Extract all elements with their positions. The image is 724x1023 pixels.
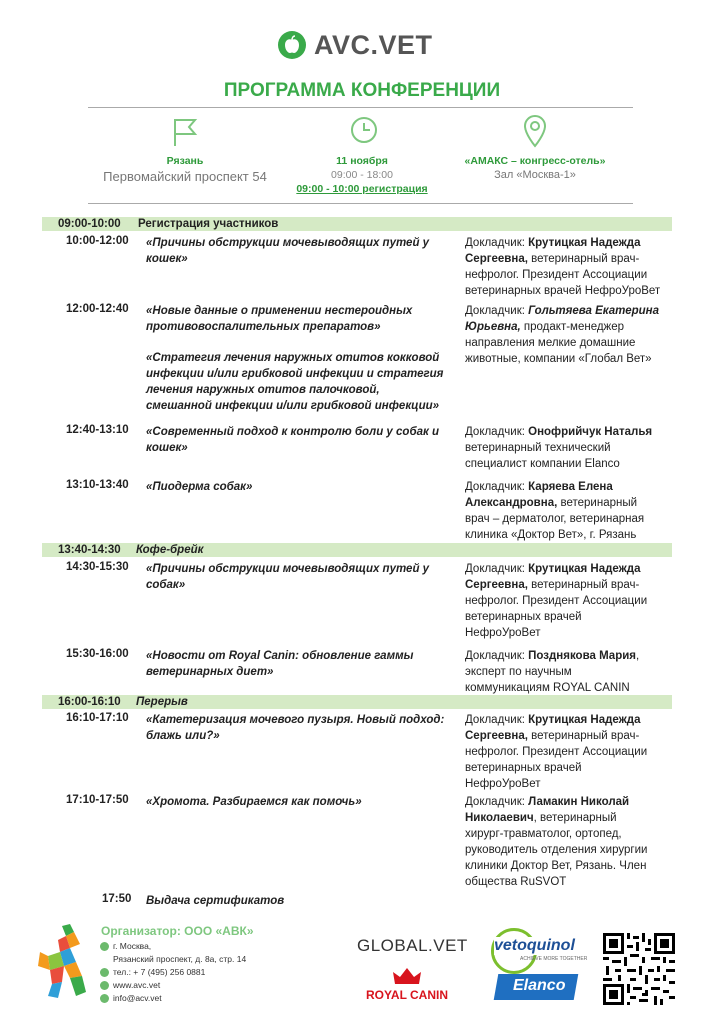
flag-icon <box>170 116 200 153</box>
session-time: 15:30-16:00 <box>66 648 129 660</box>
session-time: 14:30-15:30 <box>66 561 129 573</box>
session-topic: «Катетеризация мочевого пузыря. Новый подход: блажь или?» <box>146 714 445 742</box>
session-speaker: Докладчик: Крутицкая Надежда Сергеевна, ветеринарный врач- нефролог. Президент Ассоциации ветеринарных врачей НефроУроВет <box>465 563 648 639</box>
footer-site[interactable]: www.avc.vet <box>100 980 160 990</box>
session-speaker: Докладчик: Онофрийчук Наталья ветеринарный технический специалист компании Elanco <box>465 426 653 470</box>
session-time: 13:10-13:40 <box>66 479 129 491</box>
end-time: 17:50 <box>102 893 132 905</box>
band-break: 16:00-16:10 Перерыв <box>42 695 672 709</box>
end-label: Выдача сертификатов <box>146 895 285 907</box>
session-topic: «Причины обструкции мочевыводящих путей у кошек» <box>146 237 430 265</box>
session-time: 17:10-17:50 <box>66 794 129 806</box>
footer-email[interactable]: info@acv.vet <box>100 993 162 1003</box>
footer-address: г. Москва, <box>100 941 151 951</box>
footer-address-2: Рязанский проспект, д. 8а, стр. 14 <box>113 954 247 964</box>
session-topic: «Хромота. Разбираемся как помочь» <box>146 796 362 808</box>
info-venue: «АМАКС – конгресс-отель» Зал «Москва-1» <box>464 155 606 181</box>
horse-logo-icon <box>36 922 92 1005</box>
session-time: 12:00-12:40 <box>66 303 129 315</box>
page-title: ПРОГРАММА КОНФЕРЕНЦИИ <box>223 80 501 101</box>
vetoquinol-tagline: ACHIEVE MORE TOGETHER <box>520 956 588 962</box>
apple-icon <box>278 31 306 59</box>
session-time: 12:40-13:10 <box>66 424 129 436</box>
session-topic: «Стратегия лечения наружных отитов кокковой инфекции и/или грибковой инфекции и стратегия лечения наружных отитов палочковой, смешанной инфекции и/или грибковой инфекции» <box>146 352 444 412</box>
clock-icon <box>350 116 378 149</box>
location-pin-icon <box>522 114 548 153</box>
session-topic: «Причины обструкции мочевыводящих путей у собак» <box>146 563 430 591</box>
divider <box>88 107 633 108</box>
session-speaker: Докладчик: Позднякова Мария, эксперт по научным коммуникациям ROYAL CANIN <box>465 650 640 694</box>
session-topic: «Новости от Royal Canin: обновление гаммы ветеринарных диет» <box>146 650 414 678</box>
footer-phone: тел.: + 7 (495) 256 0881 <box>100 967 205 977</box>
info-date: 11 ноября 09:00 - 18:00 09:00 - 10:00 регистрация <box>296 155 428 195</box>
session-time: 16:10-17:10 <box>66 712 129 724</box>
logo-text: AVC.VET <box>314 29 433 60</box>
organizer: Организатор: ООО «АВК» <box>101 924 254 938</box>
vetoquinol-logo: vetoquinol <box>494 937 575 954</box>
avc-logo <box>278 28 433 62</box>
info-city: Рязань Первомайский проспект 54 <box>103 155 267 184</box>
divider <box>88 203 633 204</box>
global-vet-logo: GLOBAL.VET <box>357 936 468 955</box>
session-speaker: Докладчик: Крутицкая Надежда Сергеевна, ветеринарный врач- нефролог. Президент Ассоциации ветеринарных врачей НефроУроВет <box>465 714 648 790</box>
session-topic: «Новые данные о применении нестероидных противовоспалительных препаратов» <box>146 305 413 333</box>
phone-icon <box>100 968 109 977</box>
band-coffee-break: 13:40-14:30 Кофе-брейк <box>42 543 672 557</box>
mail-icon <box>100 994 109 1003</box>
session-speaker: Докладчик: Ламакин Николай Николаевич, ветеринарный хирург-травматолог, ортопед, руководитель отделения хирургии клиники Доктор Вет, Рязань. Член общества RuSVOT <box>465 796 648 888</box>
session-topic: «Пиодерма собак» <box>146 481 253 493</box>
qr-code <box>603 933 675 1010</box>
session-time: 10:00-12:00 <box>66 235 129 247</box>
royal-canin-logo: ROYAL CANIN <box>366 988 449 1002</box>
elanco-logo: Elanco <box>513 977 566 994</box>
session-speaker: Докладчик: Гольтяева Екатерина Юрьевна, продакт-менеджер направления мелкие домашние животные, компании «Глобал Вет» <box>465 305 660 365</box>
globe-icon <box>100 981 109 990</box>
session-speaker: Докладчик: Крутицкая Надежда Сергеевна, ветеринарный врач- нефролог. Президент Ассоциации ветеринарных врачей НефроУроВет <box>465 237 661 297</box>
location-icon <box>100 942 109 951</box>
session-topic: «Современный подход к контролю боли у собак и кошек» <box>146 426 440 454</box>
session-speaker: Докладчик: Каряева Елена Александровна, ветеринарный врач – дерматолог, ветеринарная клиника «Доктор Вет», г. Рязань <box>465 481 645 541</box>
band-registration: 09:00-10:00 Регистрация участников <box>42 217 672 231</box>
